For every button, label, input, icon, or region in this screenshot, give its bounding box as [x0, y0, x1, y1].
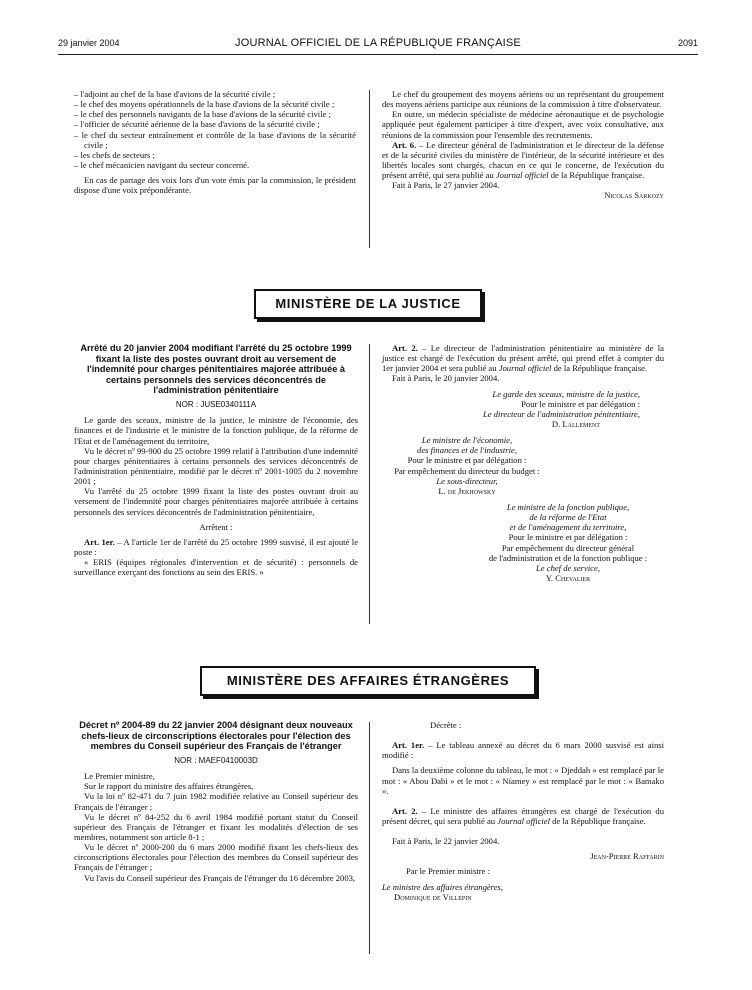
nor-reference: NOR : MAEF0410003D [174, 755, 258, 765]
paragraph: Vu le décret nº 2000-200 du 6 mars 2000 modifié fixant les chefs-lieux des circonscriptions électorales pour l'élection des membres du Conseil supérieur des Français de l'étranger ; [74, 842, 358, 873]
header-page-number: 2091 [677, 38, 698, 48]
paragraph: Vu la loi nº 82-471 du 7 juin 1982 modifiée relative au Conseil supérieur des Français de l'étranger ; [74, 791, 358, 812]
top-left-column [74, 89, 356, 195]
article-1-quote: « ERIS (équipes régionales d'intervention et de sécurité) : personnels de surveillance exerçant des fonctions au sein des ERIS. » [74, 557, 358, 578]
fait-a-paris: Fait à Paris, le 27 janvier 2004. [392, 180, 500, 191]
affaires-right-column [382, 720, 664, 902]
justice-right-column [382, 343, 664, 583]
signature: Jean-Pierre Raffarin [590, 851, 664, 862]
list-item: – le chef des personnels navigants de la base d'avions de la sécurité civile ; [74, 109, 331, 120]
affaires-left-column [74, 720, 358, 883]
article-6: Art. 6. – Le directeur général de l'administration et le directeur de la défense et de la sécurité civiles du ministère de l'intérieur, de la sécurité intérieure et des libertés locales sont chargés, chacun en ce qui le concerne, de l'exécution du présent arrêté, qui sera publié au Journal officiel de la République française. [382, 139, 665, 181]
header-journal-title: JOURNAL OFFICIEL DE LA RÉPUBLIQUE FRANÇAISE [235, 37, 521, 49]
list-item: – le chef du secteur entraînement et contrôle de la base d'avions de la sécurité civile ; [74, 129, 356, 150]
paragraph: Vu le décret nº 84-252 du 6 avril 1984 modifié portant statut du Conseil supérieur des Français de l'étranger et fixant les modalités d'élection de ses membres, notamment son article 8-1 ; [74, 811, 358, 843]
commission-members-list [74, 89, 356, 170]
fait-a-paris: Fait à Paris, le 20 janvier 2004. [392, 373, 500, 384]
fait-a-paris: Fait à Paris, le 22 janvier 2004. [392, 836, 500, 847]
column-divider [369, 722, 370, 954]
article-2: Art. 2. – Le directeur de l'administration pénitentiaire au ministère de la justice est chargé de l'exécution du présent arrêté, qui prend effet à compter du 1er janvier 2004 et sera publié au Journal officiel de la République française. [382, 343, 664, 374]
justice-left-column [74, 343, 358, 577]
paragraph: Sur le rapport du ministre des affaires étrangères, [84, 781, 254, 792]
top-right-column [382, 89, 664, 201]
paragraph: Le Premier ministre, [84, 771, 155, 782]
page-header [58, 38, 698, 52]
article-2: Art. 2. – Le ministre des affaires étrangères est chargé de l'exécution du présent décret, qui sera publié au Journal officiel de la République française. [382, 805, 664, 826]
column-divider [369, 90, 370, 248]
paragraph: En outre, un médecin spécialiste de médecine aéronautique et de psychologie appliquée peut également participer à titre d'expert, avec voix consultative, aux réunions de la commission pour l'ensemble des recrutements. [382, 109, 664, 140]
signature-block-economie: Le ministre de l'économie, des finances et de l'industrie, Pour le ministre et par délégation : Par empêchement du directeur du budget : Le sous-directeur, L. de Jekhowsky [394, 435, 540, 496]
paragraph: Dans la deuxième colonne du tableau, le mot : « Djeddah » est remplacé par le mot : « Abou Dabi » et le mot : « Niamey » est remplacé par le mot : « Bamako ». [382, 765, 664, 796]
article-1: Art. 1er. – A l'article 1er de l'arrêté du 25 octobre 1999 susvisé, il est ajouté le poste : [74, 536, 359, 558]
list-item: – les chefs de secteurs ; [74, 149, 155, 160]
signature-line: Le ministre des affaires étrangères, [382, 881, 504, 892]
signature-line: Par le Premier ministre : [406, 866, 491, 877]
paragraph: Vu le décret nº 99-900 du 25 octobre 1999 relatif à l'attribution d'une indemnité pour charges pénitentiaires à certains personnels des services déconcentrés de l'administration pénitentiaire, modifié par le décret nº 2001-1005 du 2 novembre 2001 ; [74, 445, 358, 487]
decree-title: Arrêté du 20 janvier 2004 modifiant l'arrêté du 25 octobre 1999 fixant la liste des postes ouvrant droit au versement de l'indemnité pour charges pénitentiaires majorée attribuée à certains personnels des services déconcentrés de l'administration pénitentiaire [80, 343, 352, 396]
ministry-banner-affaires-etrangeres: MINISTÈRE DES AFFAIRES ÉTRANGÈRES [200, 666, 536, 696]
header-date: 29 janvier 2004 [58, 38, 120, 48]
nor-reference: NOR : JUSE0340111A [175, 399, 257, 409]
list-item: – le chef des moyens opérationnels de la base d'avions de la sécurité civile ; [74, 99, 335, 110]
paragraph: Le chef du groupement des moyens aériens ou un représentant du groupement des moyens aériens participe aux réunions de la commission à titre d'observateur. [382, 89, 664, 110]
header-rule [58, 54, 698, 55]
paragraph: Vu l'arrêté du 25 octobre 1999 fixant la liste des postes ouvrant droit au versement de l'indemnité pour charges pénitentiaires majorée attribuée à certains personnels des services déconcentrés de l'administration pénitentiaire, [74, 486, 358, 517]
column-divider [369, 344, 370, 624]
list-item: – l'adjoint au chef de la base d'avions de la sécurité civile ; [74, 89, 276, 99]
signature-block-fonction-publique: Le ministre de la fonction publique, de la réforme de l'Etat et de l'aménagement du territoire, Pour le ministre et par délégation : Par empêchement du directeur général de l'administration et de la fonction publique : Le chef de service, Y. Chevalier [488, 501, 648, 583]
arretent: Arrêtent : [199, 521, 233, 532]
signature: Nicolas Sarkozy [604, 190, 664, 201]
decree-title: Décret nº 2004-89 du 22 janvier 2004 désignant deux nouveaux chefs-lieux de circonscriptions électorales pour l'élection des membres du Conseil supérieur des Français de l'étranger [79, 720, 353, 752]
ministry-banner-justice: MINISTÈRE DE LA JUSTICE [254, 289, 482, 319]
paragraph: Le garde des sceaux, ministre de la justice, le ministre de l'économie, des finances et de l'industrie et le ministre de la fonction publique, de la réforme de l'Etat et de l'aménagement du territoire, [74, 415, 358, 446]
decrete: Décrète : [430, 720, 462, 730]
paragraph: En cas de partage des voix lors d'un vote émis par la commission, le président dispose d'une voix prépondérante. [74, 175, 356, 196]
list-item: – l'officier de sécurité aérienne de la base d'avions de la sécurité civile ; [74, 119, 320, 130]
article-1: Art. 1er. – Le tableau annexé au décret du 6 mars 2000 susvisé est ainsi modifié : [382, 740, 664, 761]
paragraph: Vu l'avis du Conseil supérieur des Français de l'étranger du 16 décembre 2003, [84, 872, 356, 883]
signature-name: Dominique de Villepin [394, 891, 472, 902]
list-item: – le chef mécanicien navigant du secteur concerné. [74, 159, 250, 170]
signature-block-justice: Le garde des sceaux, ministre de la justice, Pour le ministre et par délégation : Le directeur de l'administration pénitentiaire, D. Lallement [482, 388, 640, 429]
